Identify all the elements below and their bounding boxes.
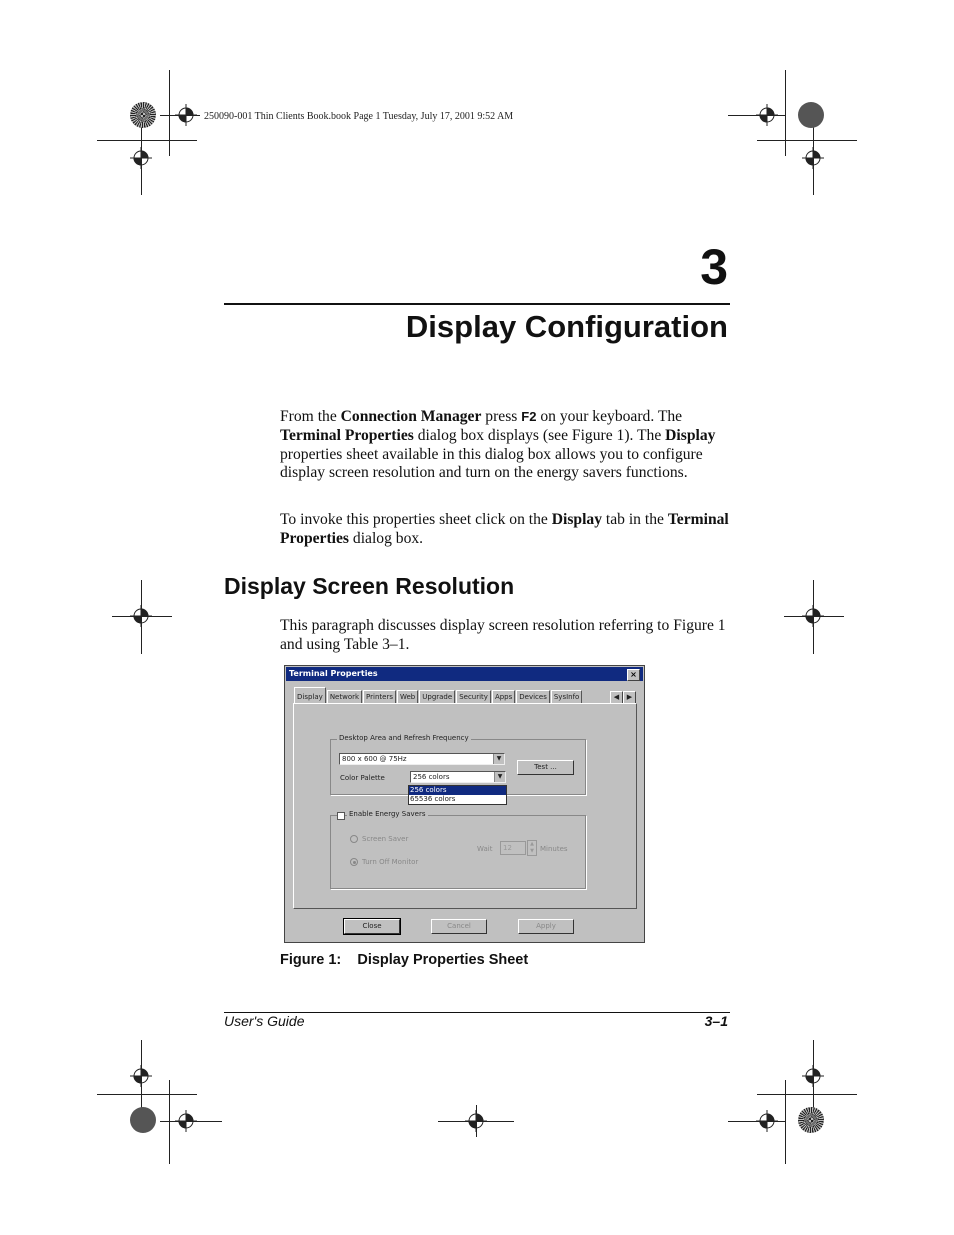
text-run: To invoke this properties sheet click on the bbox=[280, 511, 552, 528]
text-run: press bbox=[481, 408, 522, 425]
figure-caption: Figure 1: Display Properties Sheet bbox=[280, 952, 529, 968]
footer-page-number: 3–1 bbox=[704, 1013, 728, 1029]
text-run: properties sheet available in this dialog box allows you to configure display screen resolution and turn on the energy savers functions. bbox=[280, 445, 703, 482]
tab-devices[interactable]: Devices bbox=[516, 690, 550, 704]
resolution-value: 800 x 600 @ 75Hz bbox=[342, 755, 407, 763]
display-tab-panel bbox=[293, 703, 637, 909]
chapter-rule bbox=[224, 303, 730, 305]
chapter-number: 3 bbox=[700, 239, 728, 295]
chapter-title: Display Configuration bbox=[405, 309, 728, 344]
tab-network[interactable]: Network bbox=[327, 690, 362, 704]
wait-spinner[interactable]: ▲ ▼ bbox=[527, 840, 537, 856]
close-button[interactable]: Close bbox=[344, 919, 400, 934]
screen-saver-label: Screen Saver bbox=[362, 835, 409, 843]
turn-off-monitor-label: Turn Off Monitor bbox=[362, 858, 419, 866]
intro-paragraph-2 bbox=[280, 511, 732, 549]
text-run: on your keyboard. The bbox=[536, 408, 683, 425]
screen-saver-radio[interactable] bbox=[350, 835, 358, 843]
text-run: dialog box displays (see Figure 1). The bbox=[413, 426, 666, 444]
test-button[interactable]: Test ... bbox=[517, 760, 574, 775]
tab-printers[interactable]: Printers bbox=[363, 690, 396, 704]
desktop-area-group-label: Desktop Area and Refresh Frequency bbox=[339, 734, 469, 742]
color-palette-select[interactable] bbox=[410, 771, 506, 783]
intro-paragraph-1 bbox=[280, 408, 732, 483]
color-registration-mark bbox=[130, 1107, 156, 1133]
tab-upgrade[interactable]: Upgrade bbox=[419, 690, 455, 704]
arrow-right-icon[interactable]: ▶ bbox=[623, 691, 636, 704]
energy-savers-group bbox=[330, 810, 586, 889]
cancel-button[interactable]: Cancel bbox=[431, 919, 487, 934]
enable-energy-savers-label: Enable Energy Savers bbox=[349, 810, 426, 818]
dialog-title-bar bbox=[286, 667, 643, 681]
wait-input[interactable]: 12 bbox=[500, 841, 526, 855]
palette-option-65536[interactable]: 65536 colors bbox=[410, 795, 456, 803]
chevron-down-icon[interactable]: ▼ bbox=[494, 772, 505, 782]
arrow-left-icon[interactable]: ◀ bbox=[610, 691, 623, 704]
tab-display[interactable]: Display bbox=[294, 687, 326, 704]
section-title: Display Screen Resolution bbox=[224, 573, 515, 599]
tab-apps[interactable]: Apps bbox=[492, 690, 515, 704]
bold-term: Terminal Properties bbox=[280, 426, 414, 444]
wait-label: Wait bbox=[477, 845, 493, 853]
palette-option-256[interactable]: 256 colors bbox=[409, 786, 506, 795]
text-run: From the bbox=[280, 408, 341, 425]
section-paragraph: This paragraph discusses display screen resolution referring to Figure 1 and using Table 3–1. bbox=[280, 617, 726, 653]
text-run: dialog box. bbox=[349, 529, 424, 547]
text-run: tab in the bbox=[602, 511, 668, 528]
enable-energy-savers-checkbox[interactable] bbox=[337, 812, 345, 820]
print-header: 250090-001 Thin Clients Book.book Page 1 Tuesday, July 17, 2001 9:52 AM bbox=[204, 111, 514, 122]
color-registration-mark bbox=[130, 102, 156, 128]
tab-security[interactable]: Security bbox=[456, 690, 491, 704]
color-registration-mark bbox=[798, 102, 824, 128]
terminal-properties-dialog bbox=[284, 665, 645, 943]
close-icon[interactable]: × bbox=[627, 669, 640, 681]
apply-button[interactable]: Apply bbox=[518, 919, 574, 934]
tab-sysinfo[interactable]: SysInfo bbox=[551, 690, 582, 704]
color-palette-dropdown-list bbox=[408, 785, 507, 805]
tab-strip bbox=[294, 690, 583, 704]
bold-term: Display bbox=[665, 426, 716, 444]
tab-web[interactable]: Web bbox=[397, 690, 418, 704]
chevron-down-icon[interactable]: ▼ bbox=[493, 754, 504, 764]
bold-term: Connection Manager bbox=[340, 408, 482, 425]
bold-term: Display bbox=[551, 511, 602, 528]
bold-term: Terminal Properties bbox=[280, 511, 729, 547]
dialog-title: Terminal Properties bbox=[289, 669, 378, 678]
color-palette-label: Color Palette bbox=[340, 774, 385, 782]
minutes-label: Minutes bbox=[540, 845, 568, 853]
resolution-select[interactable] bbox=[339, 753, 505, 765]
footer-guide-title: User's Guide bbox=[224, 1013, 305, 1029]
color-registration-mark bbox=[798, 1107, 824, 1133]
color-palette-value: 256 colors bbox=[413, 773, 450, 781]
key-f2: F2 bbox=[521, 409, 537, 424]
turn-off-monitor-radio[interactable] bbox=[350, 858, 358, 866]
